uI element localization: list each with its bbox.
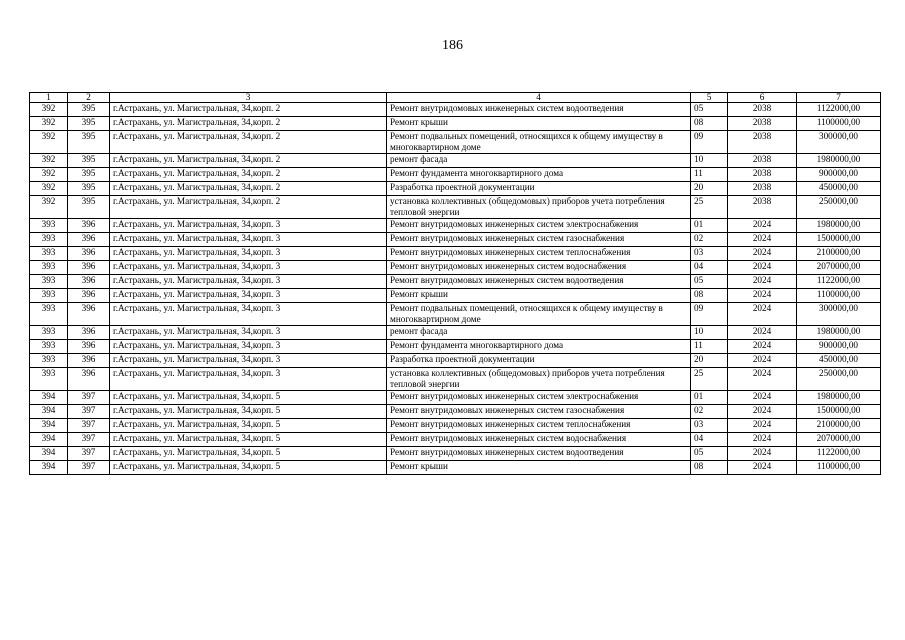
work-code-cell: 04 — [691, 261, 728, 275]
table-row — [30, 275, 881, 289]
table-row — [30, 196, 881, 219]
address-cell: г.Астрахань, ул. Магистральная, 34,корп. 3 — [110, 261, 387, 275]
row-index: 393 — [30, 247, 68, 261]
cost-cell: 1980000,00 — [797, 326, 881, 340]
address-cell: г.Астрахань, ул. Магистральная, 34,корп. 2 — [110, 103, 387, 117]
cost-cell: 2100000,00 — [797, 247, 881, 261]
cost-cell: 1100000,00 — [797, 289, 881, 303]
work-code-cell: 02 — [691, 405, 728, 419]
house-index: 397 — [68, 433, 110, 447]
table-row — [30, 461, 881, 475]
year-cell: 2024 — [728, 219, 797, 233]
house-index: 395 — [68, 154, 110, 168]
column-header: 2 — [68, 93, 110, 103]
year-cell: 2024 — [728, 289, 797, 303]
work-code-cell: 01 — [691, 391, 728, 405]
year-cell: 2024 — [728, 340, 797, 354]
cost-cell: 1980000,00 — [797, 391, 881, 405]
row-index: 392 — [30, 103, 68, 117]
work-type-cell: Ремонт крыши — [387, 461, 691, 475]
address-cell: г.Астрахань, ул. Магистральная, 34,корп. 3 — [110, 219, 387, 233]
work-type-cell: Ремонт фундамента многоквартирного дома — [387, 168, 691, 182]
year-cell: 2024 — [728, 233, 797, 247]
table-row — [30, 247, 881, 261]
cost-cell: 1122000,00 — [797, 447, 881, 461]
address-cell: г.Астрахань, ул. Магистральная, 34,корп. 5 — [110, 419, 387, 433]
work-code-cell: 01 — [691, 219, 728, 233]
work-type-cell: Ремонт внутридомовых инженерных систем водоотведения — [387, 447, 691, 461]
work-code-cell: 20 — [691, 354, 728, 368]
table-row — [30, 433, 881, 447]
work-type-cell: Ремонт внутридомовых инженерных систем электроснабжения — [387, 391, 691, 405]
work-code-cell: 10 — [691, 326, 728, 340]
table-row — [30, 354, 881, 368]
row-index: 393 — [30, 233, 68, 247]
table-row — [30, 103, 881, 117]
year-cell: 2024 — [728, 354, 797, 368]
work-code-cell: 09 — [691, 303, 728, 326]
cost-cell: 1100000,00 — [797, 117, 881, 131]
cost-cell: 300000,00 — [797, 131, 881, 154]
row-index: 392 — [30, 182, 68, 196]
year-cell: 2038 — [728, 131, 797, 154]
address-cell: г.Астрахань, ул. Магистральная, 34,корп. 5 — [110, 405, 387, 419]
table-row — [30, 168, 881, 182]
year-cell: 2038 — [728, 196, 797, 219]
work-code-cell: 20 — [691, 182, 728, 196]
cost-cell: 1500000,00 — [797, 405, 881, 419]
work-type-cell: установка коллективных (общедомовых) приборов учета потребления тепловой энергии — [387, 368, 691, 391]
work-type-cell: Ремонт внутридомовых инженерных систем газоснабжения — [387, 405, 691, 419]
house-index: 397 — [68, 447, 110, 461]
house-index: 396 — [68, 233, 110, 247]
table-row — [30, 419, 881, 433]
row-index: 394 — [30, 461, 68, 475]
house-index: 396 — [68, 303, 110, 326]
house-index: 396 — [68, 354, 110, 368]
address-cell: г.Астрахань, ул. Магистральная, 34,корп. 3 — [110, 326, 387, 340]
house-index: 395 — [68, 182, 110, 196]
year-cell: 2038 — [728, 182, 797, 196]
row-index: 393 — [30, 275, 68, 289]
cost-cell: 900000,00 — [797, 340, 881, 354]
cost-cell: 1980000,00 — [797, 219, 881, 233]
row-index: 393 — [30, 340, 68, 354]
table-row — [30, 117, 881, 131]
work-code-cell: 05 — [691, 447, 728, 461]
table-row — [30, 131, 881, 154]
cost-cell: 450000,00 — [797, 354, 881, 368]
row-index: 393 — [30, 303, 68, 326]
house-index: 395 — [68, 117, 110, 131]
table-row — [30, 289, 881, 303]
work-type-cell: Ремонт внутридомовых инженерных систем водоснабжения — [387, 261, 691, 275]
row-index: 393 — [30, 368, 68, 391]
column-header: 6 — [728, 93, 797, 103]
row-index: 394 — [30, 391, 68, 405]
address-cell: г.Астрахань, ул. Магистральная, 34,корп. 5 — [110, 391, 387, 405]
year-cell: 2024 — [728, 303, 797, 326]
cost-cell: 300000,00 — [797, 303, 881, 326]
work-code-cell: 03 — [691, 247, 728, 261]
house-index: 397 — [68, 419, 110, 433]
cost-cell: 900000,00 — [797, 168, 881, 182]
work-code-cell: 02 — [691, 233, 728, 247]
address-cell: г.Астрахань, ул. Магистральная, 34,корп. 3 — [110, 247, 387, 261]
address-cell: г.Астрахань, ул. Магистральная, 34,корп. 2 — [110, 154, 387, 168]
house-index: 397 — [68, 405, 110, 419]
address-cell: г.Астрахань, ул. Магистральная, 34,корп. 3 — [110, 289, 387, 303]
house-index: 396 — [68, 219, 110, 233]
work-code-cell: 04 — [691, 433, 728, 447]
table-row — [30, 233, 881, 247]
page-number: 186 — [442, 38, 463, 53]
cost-cell: 2070000,00 — [797, 261, 881, 275]
address-cell: г.Астрахань, ул. Магистральная, 34,корп. 3 — [110, 303, 387, 326]
year-cell: 2024 — [728, 405, 797, 419]
table-row — [30, 303, 881, 326]
address-cell: г.Астрахань, ул. Магистральная, 34,корп. 3 — [110, 354, 387, 368]
row-index: 393 — [30, 289, 68, 303]
table-row — [30, 368, 881, 391]
work-type-cell: Ремонт крыши — [387, 117, 691, 131]
work-code-cell: 08 — [691, 289, 728, 303]
row-index: 393 — [30, 326, 68, 340]
work-code-cell: 08 — [691, 461, 728, 475]
row-index: 394 — [30, 433, 68, 447]
work-code-cell: 03 — [691, 419, 728, 433]
work-type-cell: Ремонт внутридомовых инженерных систем водоснабжения — [387, 433, 691, 447]
year-cell: 2024 — [728, 419, 797, 433]
cost-cell: 1122000,00 — [797, 275, 881, 289]
table-row — [30, 391, 881, 405]
column-header: 3 — [110, 93, 387, 103]
row-index: 394 — [30, 447, 68, 461]
work-type-cell: Ремонт фундамента многоквартирного дома — [387, 340, 691, 354]
address-cell: г.Астрахань, ул. Магистральная, 34,корп. 3 — [110, 340, 387, 354]
row-index: 393 — [30, 261, 68, 275]
house-index: 397 — [68, 461, 110, 475]
address-cell: г.Астрахань, ул. Магистральная, 34,корп. 3 — [110, 275, 387, 289]
table-row — [30, 261, 881, 275]
work-code-cell: 11 — [691, 168, 728, 182]
year-cell: 2024 — [728, 461, 797, 475]
address-cell: г.Астрахань, ул. Магистральная, 34,корп. 5 — [110, 461, 387, 475]
work-code-cell: 25 — [691, 368, 728, 391]
work-code-cell: 11 — [691, 340, 728, 354]
address-cell: г.Астрахань, ул. Магистральная, 34,корп. 5 — [110, 447, 387, 461]
row-index: 392 — [30, 196, 68, 219]
work-type-cell: ремонт фасада — [387, 326, 691, 340]
house-index: 395 — [68, 196, 110, 219]
column-header: 4 — [387, 93, 691, 103]
address-cell: г.Астрахань, ул. Магистральная, 34,корп. 2 — [110, 182, 387, 196]
house-index: 396 — [68, 275, 110, 289]
cost-cell: 1100000,00 — [797, 461, 881, 475]
cost-cell: 2100000,00 — [797, 419, 881, 433]
house-index: 396 — [68, 261, 110, 275]
table-row — [30, 326, 881, 340]
year-cell: 2038 — [728, 117, 797, 131]
table-row — [30, 405, 881, 419]
capital-repair-table — [29, 92, 881, 475]
table-row — [30, 219, 881, 233]
row-index: 392 — [30, 168, 68, 182]
house-index: 397 — [68, 391, 110, 405]
work-code-cell: 09 — [691, 131, 728, 154]
work-type-cell: Ремонт внутридомовых инженерных систем электроснабжения — [387, 219, 691, 233]
table-row — [30, 182, 881, 196]
year-cell: 2024 — [728, 391, 797, 405]
work-type-cell: Ремонт внутридомовых инженерных систем водоотведения — [387, 275, 691, 289]
year-cell: 2038 — [728, 103, 797, 117]
address-cell: г.Астрахань, ул. Магистральная, 34,корп. 2 — [110, 117, 387, 131]
work-type-cell: Разработка проектной документации — [387, 182, 691, 196]
work-code-cell: 10 — [691, 154, 728, 168]
year-cell: 2024 — [728, 447, 797, 461]
cost-cell: 1500000,00 — [797, 233, 881, 247]
house-index: 395 — [68, 103, 110, 117]
address-cell: г.Астрахань, ул. Магистральная, 34,корп. 2 — [110, 168, 387, 182]
cost-cell: 1980000,00 — [797, 154, 881, 168]
year-cell: 2024 — [728, 261, 797, 275]
year-cell: 2024 — [728, 368, 797, 391]
cost-cell: 1122000,00 — [797, 103, 881, 117]
year-cell: 2024 — [728, 326, 797, 340]
address-cell: г.Астрахань, ул. Магистральная, 34,корп. 5 — [110, 433, 387, 447]
year-cell: 2024 — [728, 247, 797, 261]
house-index: 395 — [68, 168, 110, 182]
work-type-cell: Ремонт подвальных помещений, относящихся к общему имуществу в многоквартирном доме — [387, 131, 691, 154]
work-type-cell: Ремонт крыши — [387, 289, 691, 303]
year-cell: 2024 — [728, 433, 797, 447]
work-type-cell: Ремонт внутридомовых инженерных систем газоснабжения — [387, 233, 691, 247]
work-code-cell: 08 — [691, 117, 728, 131]
address-cell: г.Астрахань, ул. Магистральная, 34,корп. 3 — [110, 368, 387, 391]
table-row — [30, 154, 881, 168]
house-index: 396 — [68, 289, 110, 303]
year-cell: 2038 — [728, 154, 797, 168]
table-row — [30, 340, 881, 354]
work-type-cell: ремонт фасада — [387, 154, 691, 168]
work-type-cell: Разработка проектной документации — [387, 354, 691, 368]
row-index: 393 — [30, 219, 68, 233]
column-header: 1 — [30, 93, 68, 103]
row-index: 394 — [30, 419, 68, 433]
address-cell: г.Астрахань, ул. Магистральная, 34,корп. 2 — [110, 196, 387, 219]
column-header: 7 — [797, 93, 881, 103]
work-type-cell: Ремонт внутридомовых инженерных систем теплоснабжения — [387, 247, 691, 261]
cost-cell: 250000,00 — [797, 196, 881, 219]
cost-cell: 450000,00 — [797, 182, 881, 196]
column-header: 5 — [691, 93, 728, 103]
work-type-cell: Ремонт подвальных помещений, относящихся к общему имуществу в многоквартирном доме — [387, 303, 691, 326]
house-index: 396 — [68, 247, 110, 261]
cost-cell: 250000,00 — [797, 368, 881, 391]
row-index: 394 — [30, 405, 68, 419]
row-index: 392 — [30, 154, 68, 168]
house-index: 396 — [68, 368, 110, 391]
house-index: 396 — [68, 326, 110, 340]
year-cell: 2024 — [728, 275, 797, 289]
cost-cell: 2070000,00 — [797, 433, 881, 447]
year-cell: 2038 — [728, 168, 797, 182]
row-index: 392 — [30, 117, 68, 131]
address-cell: г.Астрахань, ул. Магистральная, 34,корп. 3 — [110, 233, 387, 247]
row-index: 393 — [30, 354, 68, 368]
work-code-cell: 05 — [691, 275, 728, 289]
work-type-cell: установка коллективных (общедомовых) приборов учета потребления тепловой энергии — [387, 196, 691, 219]
table-row — [30, 447, 881, 461]
column-number-header-row — [30, 93, 881, 103]
work-type-cell: Ремонт внутридомовых инженерных систем водоотведения — [387, 103, 691, 117]
address-cell: г.Астрахань, ул. Магистральная, 34,корп. 2 — [110, 131, 387, 154]
work-type-cell: Ремонт внутридомовых инженерных систем теплоснабжения — [387, 419, 691, 433]
house-index: 395 — [68, 131, 110, 154]
work-code-cell: 25 — [691, 196, 728, 219]
work-code-cell: 05 — [691, 103, 728, 117]
row-index: 392 — [30, 131, 68, 154]
house-index: 396 — [68, 340, 110, 354]
